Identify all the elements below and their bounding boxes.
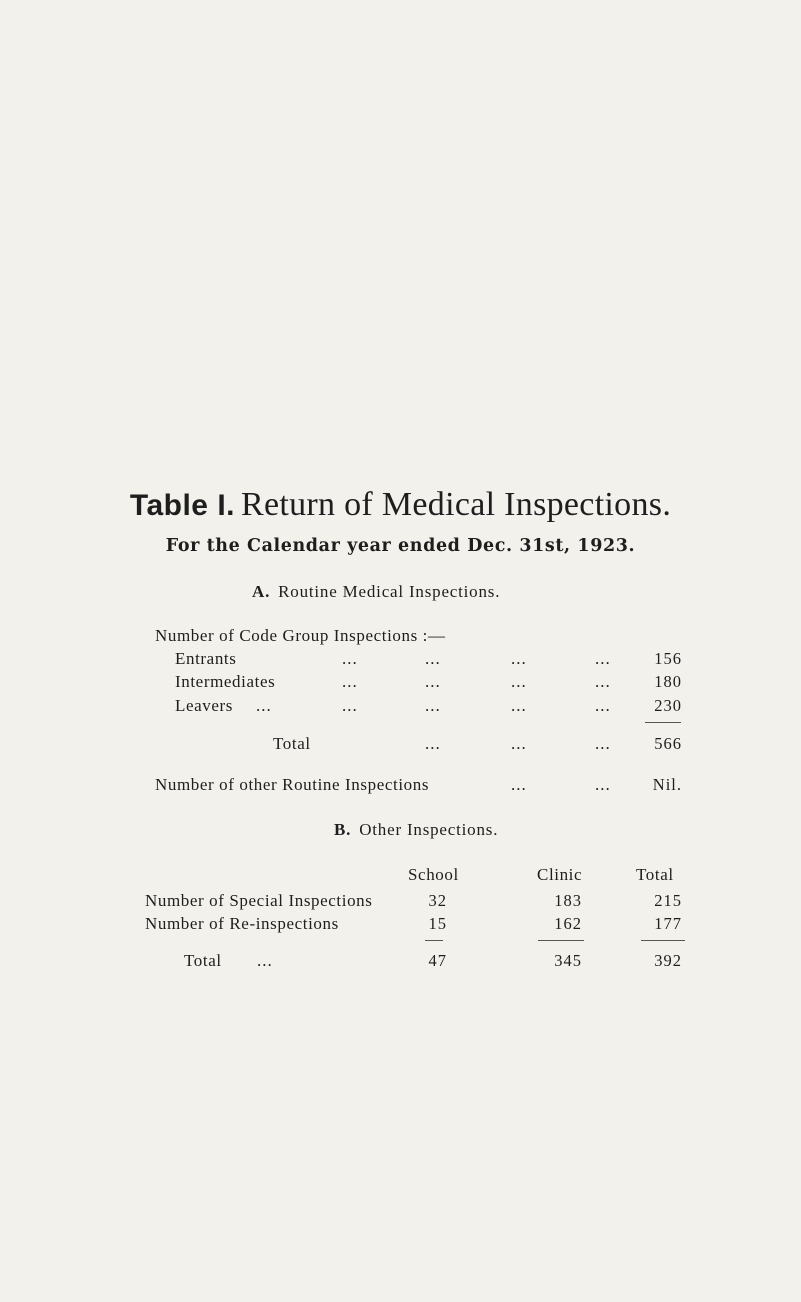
section-b-title: Other Inspections. [359, 820, 499, 839]
table-title: Return of Medical Inspections. [241, 486, 672, 523]
leader-dots: ... [425, 672, 441, 691]
reinspections-clinic: 162 [554, 914, 582, 933]
row-label-leavers: Leavers [175, 696, 233, 715]
other-routine-value: Nil. [652, 775, 682, 794]
leader-dots: ... [425, 649, 441, 668]
leader-dots: ... [511, 696, 527, 715]
leader-dots: ... [595, 696, 611, 715]
section-a-intro: Number of Code Group Inspections :— [155, 626, 446, 645]
leader-dots: ... [511, 672, 527, 691]
leader-dots: ... [595, 775, 611, 794]
row-label-entrants: Entrants [175, 649, 237, 668]
section-b-letter: B. [334, 820, 352, 839]
row-value-leavers: 230 [654, 696, 682, 715]
table-number: Table I. [129, 489, 235, 522]
section-a-total-label: Total [273, 734, 311, 753]
subtotal-rule [641, 940, 685, 941]
other-routine-label: Number of other Routine Inspections [155, 775, 430, 794]
leader-dots: ... [511, 649, 527, 668]
reinspections-school: 15 [428, 914, 447, 933]
row-label-intermediates: Intermediates [175, 672, 276, 691]
total-school: 47 [428, 951, 447, 970]
leader-dots: ... [425, 734, 441, 753]
page-subtitle: For the Calendar year ended Dec. 31st, 1923. [165, 536, 636, 556]
reinspections-total: 177 [654, 914, 682, 933]
section-b-heading [334, 820, 498, 840]
section-a-heading [252, 582, 500, 602]
special-total: 215 [654, 891, 682, 910]
leader-dots: ... [342, 649, 358, 668]
leader-dots: ... [256, 696, 272, 715]
row-label-special: Number of Special Inspections [145, 891, 373, 910]
leader-dots: ... [342, 696, 358, 715]
leader-dots: ... [511, 775, 527, 794]
column-header-clinic: Clinic [537, 865, 583, 884]
leader-dots: ... [257, 951, 273, 970]
row-label-reinspections: Number of Re-inspections [145, 914, 339, 933]
total-total: 392 [654, 951, 682, 970]
row-value-entrants: 156 [654, 649, 682, 668]
leader-dots: ... [595, 649, 611, 668]
leader-dots: ... [595, 734, 611, 753]
total-clinic: 345 [554, 951, 582, 970]
section-a-title: Routine Medical Inspections. [278, 582, 501, 601]
special-clinic: 183 [554, 891, 582, 910]
subtotal-rule [538, 940, 584, 941]
leader-dots: ... [342, 672, 358, 691]
subtotal-rule [645, 722, 681, 723]
section-a-total-value: 566 [654, 734, 682, 753]
leader-dots: ... [511, 734, 527, 753]
special-school: 32 [428, 891, 447, 910]
leader-dots: ... [425, 696, 441, 715]
column-header-total: Total [636, 865, 674, 884]
column-header-school: School [408, 865, 459, 884]
page-title [0, 486, 801, 524]
subtotal-rule [425, 940, 443, 941]
section-b-total-label: Total [184, 951, 222, 970]
row-value-intermediates: 180 [654, 672, 682, 691]
section-a-letter: A. [252, 582, 271, 601]
leader-dots: ... [595, 672, 611, 691]
